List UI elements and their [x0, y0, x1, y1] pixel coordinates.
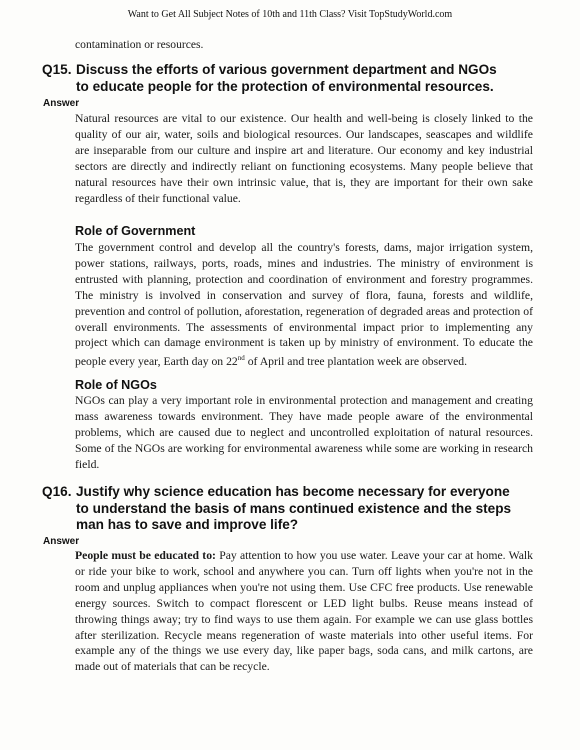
- gov-ordinal-suffix: nd: [237, 354, 245, 363]
- q15-intro-paragraph: Natural resources are vital to our existence. Our health and well-being is closely linked to the quality of our air, water, soils and biological resources. Our landscapes, seascapes and wildlife are inseparable from our culture and inspire art and literature. Our economy and key industrial sectors are directly and indirectly reliant on functioning ecosystems. Many people believe that natural resources have their own intrinsic value, that is, they are important for their own sake regardless of their functional value.: [75, 112, 533, 205]
- gov-text-a: The government control and develop all the country's forests, dams, major irrigation system, power stations, railways, ports, roads, mines and industries. The ministry of environment is entrusted with planning, protection and coordination of environment and forestry programmes. The ministry is involved in conservation and survey of flora, fauna, forests and wildlife, prevention and control of pollution, aforestation, regeneration of degraded areas and protection of overall environments. The assessments of environmental impact prior to implementing any project which can damage environment is taken up by ministry of environment. To educate the people every year, Earth day on 22: [75, 241, 533, 369]
- q15-question-line2: to educate people for the protection of environmental resources.: [76, 78, 494, 94]
- role-of-government-heading: Role of Government: [75, 224, 196, 238]
- q16-question-line2: to understand the basis of mans continued existence and the steps: [76, 500, 512, 516]
- gov-text-b: of April and tree plantation week are observed.: [244, 355, 468, 369]
- q15-answer-label: Answer: [43, 98, 80, 109]
- role-of-ngos-heading: Role of NGOs: [75, 378, 157, 392]
- q16-lead-text: People must be educated to:: [75, 549, 216, 562]
- q16-question-line1: Justify why science education has become necessary for everyone: [76, 484, 510, 499]
- q15-question-line1: Discuss the efforts of various government department and NGOs: [76, 62, 497, 77]
- q16-body-text: Pay attention to how you use water. Leave your car at home. Walk or ride your bike to work, school and anywhere you can. Turn off lights when you're not in the room and unplug appliances when you're not using them. Use CFC free products. Use renewable energy sources. Switch to compact florescent or LED light bulbs. Reuse means instead of throwing things away; try to find ways to use them again. For example we can use glass bottles after sterilization. Recycle means regeneration of waste materials into other useful items. For example any of the things we use every day, like paper bags, soda cans, and milk cartons, are made out of materials that can be recycle.: [75, 549, 533, 674]
- continuation-text: contamination or resources.: [75, 38, 204, 51]
- site-banner: Want to Get All Subject Notes of 10th and 11th Class? Visit TopStudyWorld.com: [127, 9, 453, 20]
- q16-number: Q16.: [42, 484, 72, 499]
- q16-answer-label: Answer: [43, 536, 80, 547]
- q16-answer-paragraph: [75, 548, 533, 675]
- q15-question: [42, 62, 542, 95]
- q15-number: Q15.: [42, 62, 72, 77]
- role-of-government-paragraph: [75, 240, 533, 370]
- q16-question-line3: man has to save and improve life?: [76, 517, 299, 532]
- q16-question: [42, 484, 542, 534]
- role-of-ngos-paragraph: NGOs can play a very important role in environmental protection and management and creating mass awareness towards environment. They have made people aware of the environmental problems, which are caused due to neglect and uncontrolled exploitation of natural resources. Some of the NGOs are working for environmental awareness while some are working in research field.: [75, 394, 533, 471]
